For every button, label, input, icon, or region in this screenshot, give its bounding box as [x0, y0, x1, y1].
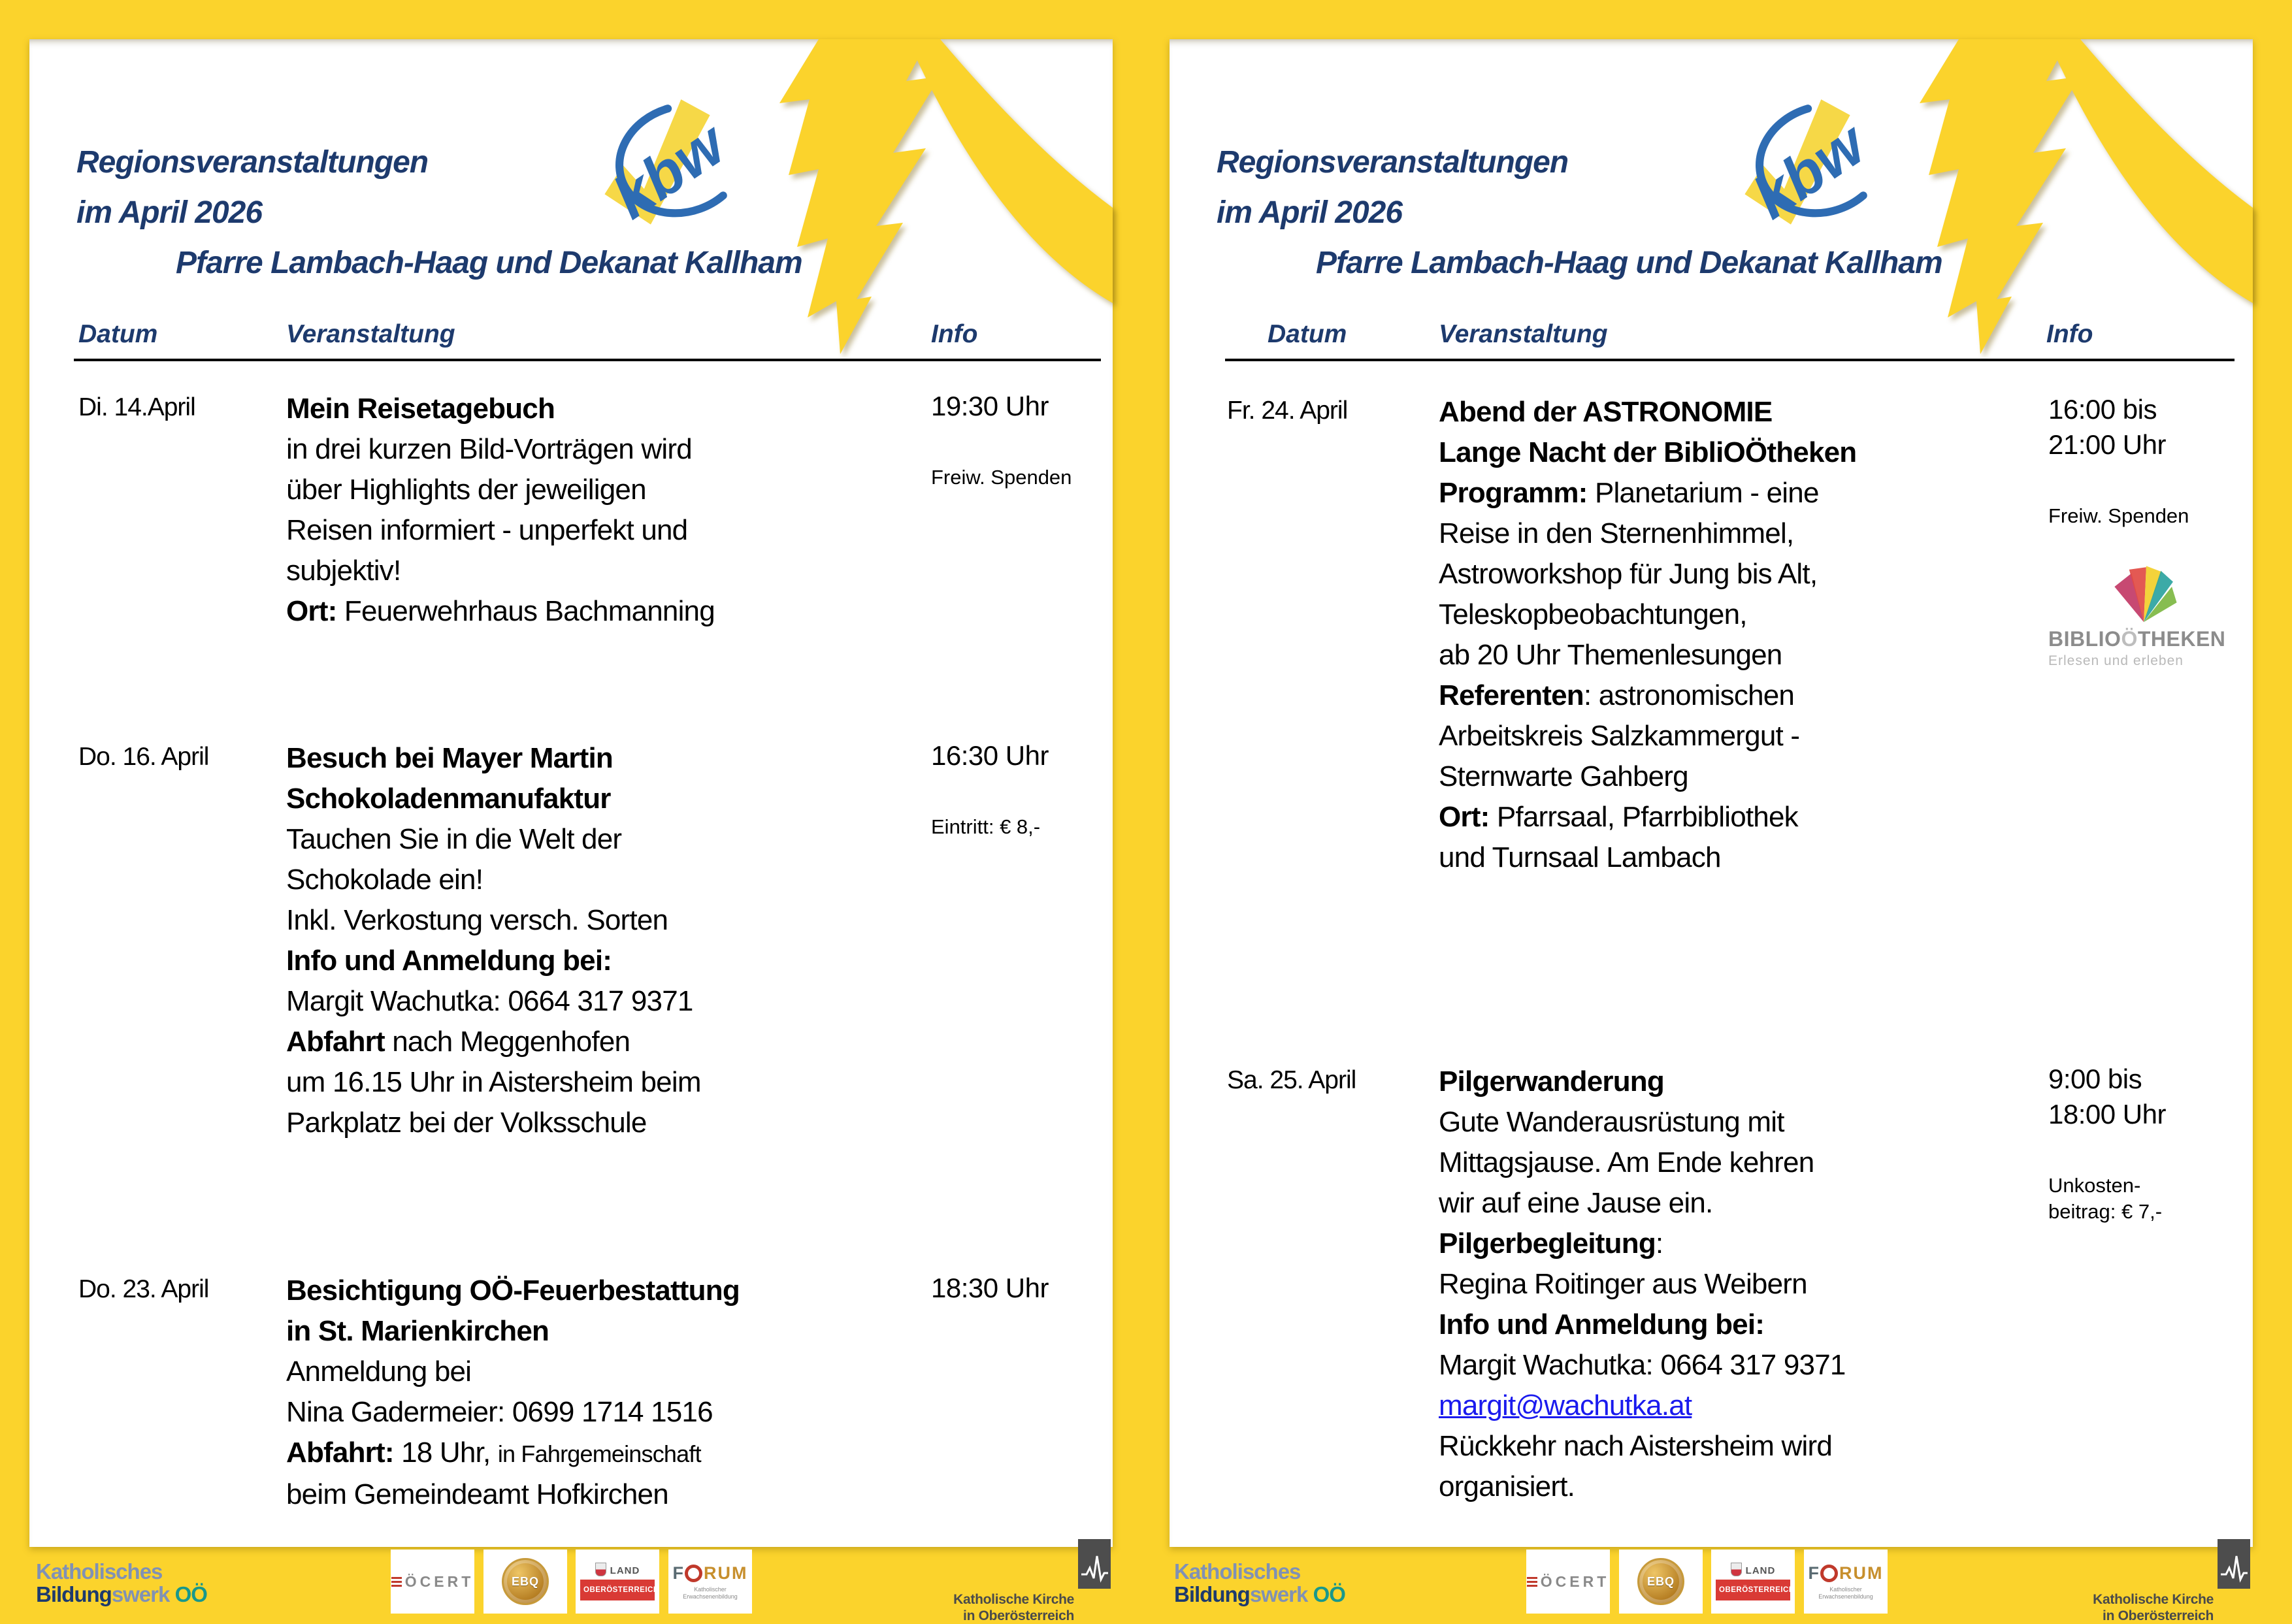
text-segment: Lange Nacht der BibliOÖtheken	[1439, 436, 1857, 468]
katholische-kirche-label: Katholische Kirche in Oberösterreich	[2093, 1592, 2214, 1623]
text-segment: Anmeldung bei	[286, 1356, 472, 1388]
page-title	[76, 137, 802, 288]
text-segment: Arbeitskreis Salzkammergut -	[1439, 720, 1800, 752]
text-segment: Besuch bei Mayer Martin	[286, 742, 613, 774]
bibliooetheken-butterfly-icon	[2108, 566, 2182, 627]
event-fee-note: Freiw. Spenden	[931, 466, 1072, 489]
event-info	[931, 738, 1121, 840]
text-segment: nach Meggenhofen	[384, 1026, 630, 1058]
text-segment: Ort:	[286, 595, 337, 627]
event-fee-note: Freiw. Spenden	[2048, 504, 2189, 527]
wordmark-part: BIBLIO	[2048, 627, 2121, 651]
text-segment: Referenten	[1439, 679, 1584, 711]
text-segment: Info und Anmeldung bei:	[286, 945, 612, 977]
event-fee-note: Eintritt: € 8,-	[931, 815, 1041, 838]
flyer-page-left	[29, 39, 1113, 1547]
bibliooetheken-logo	[2048, 566, 2264, 669]
text-segment: Rückkehr nach Aistersheim wird	[1439, 1430, 1833, 1462]
corner-swoosh-decoration	[1913, 39, 2253, 405]
text-segment: in drei kurzen Bild-Vorträgen wird	[286, 433, 692, 465]
event-description	[286, 1271, 940, 1515]
wordmark-line2	[36, 1583, 207, 1606]
flyer-page-right	[1170, 39, 2253, 1547]
wordmark-line1: Katholisches	[36, 1559, 163, 1583]
column-header-veranstaltung: Veranstaltung	[1439, 320, 1608, 348]
event-date: Do. 23. April	[78, 1275, 209, 1303]
wordmark-part: swerk	[1249, 1582, 1313, 1606]
katholische-kirche-logo	[1078, 1539, 1111, 1589]
event-time: 18:00 Uhr	[2048, 1099, 2166, 1129]
event-time: 9:00 bis	[2048, 1064, 2142, 1094]
text-segment: Tauchen Sie in die Welt der	[286, 823, 622, 855]
text-segment: Besichtigung OÖ-Feuerbestattung	[286, 1275, 740, 1307]
land-crest-icon	[1731, 1563, 1742, 1576]
land-banner-label: OBERÖSTERREICH	[580, 1580, 655, 1600]
text-segment: :	[1655, 1227, 1663, 1259]
forum-sublabel: Katholischer Erwachsenenbildung	[1818, 1585, 1873, 1600]
column-header-datum: Datum	[78, 320, 158, 348]
column-header-datum: Datum	[1268, 320, 1347, 348]
forum-label: RUM	[704, 1563, 748, 1583]
land-label: LAND	[610, 1565, 640, 1576]
text-segment: ab 20 Uhr Themenlesungen	[1439, 639, 1782, 671]
text-segment: Planetarium - eine	[1587, 477, 1819, 509]
text-segment: Schokolade ein!	[286, 864, 483, 896]
event-date: Fr. 24. April	[1227, 397, 1348, 425]
forum-sublabel: Katholischer Erwachsenenbildung	[683, 1585, 738, 1600]
land-banner-label: OBERÖSTERREICH	[1716, 1580, 1790, 1600]
oecert-badge	[1526, 1550, 1610, 1614]
event-info	[2048, 392, 2264, 669]
text-segment: Abfahrt:	[286, 1437, 394, 1469]
ebq-coin-icon	[502, 1558, 549, 1605]
text-segment: Gute Wanderausrüstung mit	[1439, 1106, 1784, 1138]
title-line1: Regionsveranstaltungen	[1217, 145, 1569, 180]
forum-label: RUM	[1839, 1563, 1884, 1583]
bibliooetheken-wordmark	[2048, 627, 2264, 651]
text-segment: : astronomischen	[1583, 679, 1795, 711]
text-segment: Info und Anmeldung bei:	[1439, 1308, 1765, 1340]
wordmark-part: OÖ	[174, 1582, 207, 1606]
column-header-info: Info	[931, 320, 978, 348]
page-title	[1217, 137, 1942, 288]
land-crest-icon	[595, 1563, 606, 1576]
text-segment: über Highlights der jeweiligen	[286, 474, 646, 506]
text-segment: Teleskopbeobachtungen,	[1439, 598, 1747, 630]
text-segment: Margit Wachutka: 0664 317 9371	[1439, 1349, 1846, 1381]
event-fee-note: Unkosten-	[2048, 1174, 2141, 1197]
ebq-coin-icon	[1637, 1558, 1684, 1605]
corner-swoosh-decoration	[773, 39, 1113, 405]
text-segment: Inkl. Verkostung versch. Sorten	[286, 904, 668, 936]
text-segment: Feuerwehrhaus Bachmanning	[336, 595, 715, 627]
bibliooetheken-slogan: Erlesen und erleben	[2048, 653, 2184, 668]
kbw-logo-text: kbw	[600, 109, 737, 232]
ebq-label: EBQ	[511, 1574, 539, 1588]
text-segment: Ort:	[1439, 801, 1490, 833]
table-header-rule	[74, 359, 1101, 361]
event-time: 16:00 bis	[2048, 394, 2157, 425]
forum-o-icon	[1820, 1565, 1838, 1582]
land-oberoesterreich-badge	[1711, 1550, 1795, 1614]
event-description	[1439, 392, 2066, 878]
column-header-info: Info	[2046, 320, 2093, 348]
event-date: Sa. 25. April	[1227, 1066, 1356, 1094]
wordmark-part: Bildung	[36, 1582, 112, 1606]
text-segment: Pilgerwanderung	[1439, 1065, 1664, 1097]
wordmark-part: OÖ	[1313, 1582, 1345, 1606]
ebq-label: EBQ	[1646, 1574, 1675, 1588]
ebq-badge	[483, 1550, 567, 1614]
forum-label: F	[672, 1563, 683, 1583]
wordmark-part: swerk	[111, 1582, 175, 1606]
text-segment: Mein Reisetagebuch	[286, 393, 555, 425]
oecert-badge	[391, 1550, 474, 1614]
text-segment: Abfahrt	[286, 1026, 385, 1058]
title-line2: im April 2026	[76, 195, 263, 230]
katholische-kirche-logo	[2218, 1539, 2250, 1589]
text-segment: Reisen informiert - unperfekt und	[286, 514, 688, 546]
land-label: LAND	[1745, 1565, 1776, 1576]
text-segment: subjektiv!	[286, 555, 401, 587]
kbw-wordmark	[36, 1560, 207, 1606]
text-segment: in St. Marienkirchen	[286, 1315, 549, 1347]
text-segment: beim Gemeindeamt Hofkirchen	[286, 1478, 668, 1510]
title-line3: Pfarre Lambach-Haag und Dekanat Kallham	[176, 246, 802, 280]
text-segment: und Turnsaal Lambach	[1439, 841, 1721, 873]
text-segment: um 16.15 Uhr in Aistersheim beim	[286, 1066, 701, 1098]
title-line3: Pfarre Lambach-Haag und Dekanat Kallham	[1316, 246, 1942, 280]
event-date: Di. 14.April	[78, 393, 195, 421]
event-fee-note: beitrag: € 7,-	[2048, 1200, 2163, 1223]
ebq-badge	[1619, 1550, 1703, 1614]
text-segment: 18 Uhr,	[393, 1437, 498, 1469]
katholische-kirche-label: Katholische Kirche in Oberösterreich	[953, 1592, 1074, 1623]
text-segment: Pilgerbegleitung	[1439, 1227, 1656, 1259]
text-segment: Astroworkshop für Jung bis Alt,	[1439, 558, 1818, 590]
wordmark-part: THEKEN	[2137, 627, 2226, 651]
text-segment: Parkplatz bei der Volksschule	[286, 1107, 647, 1139]
table-header-rule	[1225, 359, 2235, 361]
forum-badge	[668, 1550, 752, 1614]
text-segment: Pfarrsaal, Pfarrbibliothek	[1489, 801, 1798, 833]
forum-badge	[1804, 1550, 1888, 1614]
title-line2: im April 2026	[1217, 195, 1403, 230]
text-segment: Nina Gadermeier: 0699 1714 1516	[286, 1396, 713, 1428]
event-time: 16:30 Uhr	[931, 740, 1049, 771]
event-info	[931, 389, 1121, 491]
email-link[interactable]: margit@wachutka.at	[1439, 1389, 1692, 1421]
text-segment: Sternwarte Gahberg	[1439, 760, 1688, 792]
event-info	[931, 1271, 1121, 1306]
wordmark-line1: Katholisches	[1174, 1559, 1301, 1583]
oecert-label: ÖCERT	[1540, 1572, 1610, 1590]
land-oberoesterreich-badge	[576, 1550, 659, 1614]
wordmark-part: Ö	[2121, 627, 2138, 651]
text-segment: Margit Wachutka: 0664 317 9371	[286, 985, 693, 1017]
wordmark-line2	[1174, 1583, 1345, 1606]
oecert-icon	[1527, 1577, 1537, 1587]
event-description	[286, 389, 940, 632]
text-segment: Schokoladenmanufaktur	[286, 783, 611, 815]
event-time: 21:00 Uhr	[2048, 429, 2166, 460]
oecert-label: ÖCERT	[404, 1572, 474, 1590]
event-description	[286, 738, 940, 1143]
text-segment: Reise in den Sternenhimmel,	[1439, 517, 1794, 549]
event-description	[1439, 1062, 2066, 1507]
text-segment: organisiert.	[1439, 1470, 1575, 1502]
text-segment: Mittagsjause. Am Ende kehren	[1439, 1146, 1814, 1178]
text-segment: Regina Roitinger aus Weibern	[1439, 1268, 1807, 1300]
event-date: Do. 16. April	[78, 743, 209, 771]
event-time: 19:30 Uhr	[931, 391, 1049, 421]
kbw-logo-text: kbw	[1741, 109, 1877, 232]
forum-label: F	[1808, 1563, 1819, 1583]
event-info	[2048, 1062, 2264, 1225]
title-line1: Regionsveranstaltungen	[76, 145, 429, 180]
text-segment: in Fahrgemeinschaft	[497, 1440, 701, 1467]
forum-o-icon	[685, 1565, 702, 1582]
text-segment: Programm:	[1439, 477, 1588, 509]
kbw-wordmark	[1174, 1560, 1345, 1606]
event-time: 18:30 Uhr	[931, 1273, 1049, 1303]
oecert-icon	[391, 1577, 402, 1587]
column-header-veranstaltung: Veranstaltung	[286, 320, 455, 348]
text-segment: Abend der ASTRONOMIE	[1439, 396, 1773, 428]
wordmark-part: Bildung	[1174, 1582, 1250, 1606]
text-segment: wir auf eine Jause ein.	[1439, 1187, 1713, 1219]
